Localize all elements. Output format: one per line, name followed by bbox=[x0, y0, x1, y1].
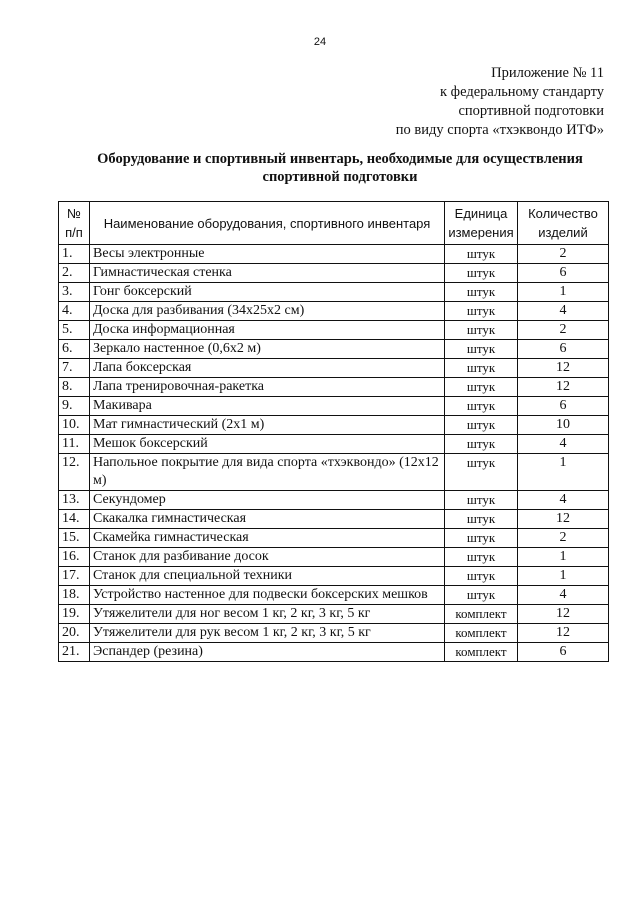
row-quantity: 12 bbox=[518, 605, 609, 624]
table-row bbox=[59, 567, 609, 586]
row-quantity: 12 bbox=[518, 624, 609, 643]
document-title bbox=[40, 150, 640, 186]
row-number: 3. bbox=[59, 283, 90, 302]
table-row bbox=[59, 416, 609, 435]
row-quantity: 4 bbox=[518, 586, 609, 605]
table-row bbox=[59, 548, 609, 567]
row-quantity: 4 bbox=[518, 302, 609, 321]
document-title-line-2: спортивной подготовки bbox=[262, 169, 418, 185]
row-quantity: 1 bbox=[518, 454, 609, 491]
row-number: 7. bbox=[59, 359, 90, 378]
row-unit: штук bbox=[445, 586, 518, 605]
row-number: 9. bbox=[59, 397, 90, 416]
row-quantity: 1 bbox=[518, 567, 609, 586]
table-row bbox=[59, 491, 609, 510]
row-quantity: 12 bbox=[518, 359, 609, 378]
row-quantity: 2 bbox=[518, 529, 609, 548]
appendix-reference bbox=[396, 64, 604, 140]
row-name: Лапа боксерская bbox=[90, 359, 445, 378]
table-row bbox=[59, 302, 609, 321]
table-body bbox=[59, 245, 609, 662]
row-unit: штук bbox=[445, 378, 518, 397]
row-name: Гимнастическая стенка bbox=[90, 264, 445, 283]
row-unit: комплект bbox=[445, 605, 518, 624]
row-quantity: 6 bbox=[518, 340, 609, 359]
row-number: 15. bbox=[59, 529, 90, 548]
row-number: 10. bbox=[59, 416, 90, 435]
row-name: Станок для разбивание досок bbox=[90, 548, 445, 567]
row-number: 6. bbox=[59, 340, 90, 359]
row-quantity: 2 bbox=[518, 321, 609, 340]
row-name: Станок для специальной техники bbox=[90, 567, 445, 586]
table-row bbox=[59, 378, 609, 397]
table-row bbox=[59, 510, 609, 529]
appendix-line-2: к федеральному стандарту bbox=[440, 84, 604, 100]
row-name: Макивара bbox=[90, 397, 445, 416]
row-quantity: 4 bbox=[518, 491, 609, 510]
row-unit: штук bbox=[445, 264, 518, 283]
row-unit: комплект bbox=[445, 624, 518, 643]
row-number: 20. bbox=[59, 624, 90, 643]
row-unit: штук bbox=[445, 245, 518, 264]
row-unit: штук bbox=[445, 283, 518, 302]
table-row bbox=[59, 586, 609, 605]
row-name: Утяжелители для рук весом 1 кг, 2 кг, 3 кг, 5 кг bbox=[90, 624, 445, 643]
table-row bbox=[59, 283, 609, 302]
table-row bbox=[59, 624, 609, 643]
row-unit: штук bbox=[445, 567, 518, 586]
table-row bbox=[59, 245, 609, 264]
appendix-line-1: Приложение № 11 bbox=[491, 65, 604, 81]
row-unit: штук bbox=[445, 510, 518, 529]
header-name: Наименование оборудования, спортивного инвентаря bbox=[90, 202, 445, 245]
row-number: 16. bbox=[59, 548, 90, 567]
row-name: Мешок боксерский bbox=[90, 435, 445, 454]
row-number: 21. bbox=[59, 643, 90, 662]
row-unit: штук bbox=[445, 435, 518, 454]
row-quantity: 2 bbox=[518, 245, 609, 264]
row-unit: штук bbox=[445, 529, 518, 548]
table-row bbox=[59, 397, 609, 416]
table-row bbox=[59, 454, 609, 491]
row-number: 2. bbox=[59, 264, 90, 283]
row-quantity: 6 bbox=[518, 264, 609, 283]
row-unit: штук bbox=[445, 548, 518, 567]
row-unit: комплект bbox=[445, 643, 518, 662]
equipment-table bbox=[58, 201, 609, 662]
table-row bbox=[59, 643, 609, 662]
row-name: Лапа тренировочная-ракетка bbox=[90, 378, 445, 397]
appendix-line-4: по виду спорта «тхэквондо ИТФ» bbox=[395, 122, 604, 138]
header-quantity: Количество изделий bbox=[518, 202, 609, 245]
row-name: Секундомер bbox=[90, 491, 445, 510]
row-quantity: 12 bbox=[518, 378, 609, 397]
row-number: 8. bbox=[59, 378, 90, 397]
row-quantity: 6 bbox=[518, 397, 609, 416]
row-name: Скамейка гимнастическая bbox=[90, 529, 445, 548]
table-header-row bbox=[59, 202, 609, 245]
row-quantity: 4 bbox=[518, 435, 609, 454]
table-row bbox=[59, 529, 609, 548]
row-name: Мат гимнастический (2х1 м) bbox=[90, 416, 445, 435]
row-unit: штук bbox=[445, 491, 518, 510]
row-name: Доска информационная bbox=[90, 321, 445, 340]
row-name: Доска для разбивания (34х25х2 см) bbox=[90, 302, 445, 321]
row-number: 13. bbox=[59, 491, 90, 510]
row-number: 5. bbox=[59, 321, 90, 340]
row-unit: штук bbox=[445, 340, 518, 359]
row-name: Зеркало настенное (0,6х2 м) bbox=[90, 340, 445, 359]
row-quantity: 6 bbox=[518, 643, 609, 662]
appendix-line-3: спортивной подготовки bbox=[458, 103, 604, 119]
row-unit: штук bbox=[445, 359, 518, 378]
row-name: Эспандер (резина) bbox=[90, 643, 445, 662]
row-name: Весы электронные bbox=[90, 245, 445, 264]
row-number: 17. bbox=[59, 567, 90, 586]
row-name: Напольное покрытие для вида спорта «тхэквондо» (12х12 м) bbox=[90, 454, 445, 491]
header-number: № п/п bbox=[59, 202, 90, 245]
row-unit: штук bbox=[445, 397, 518, 416]
row-quantity: 1 bbox=[518, 548, 609, 567]
row-name: Скакалка гимнастическая bbox=[90, 510, 445, 529]
table-row bbox=[59, 340, 609, 359]
row-number: 18. bbox=[59, 586, 90, 605]
document-title-line-1: Оборудование и спортивный инвентарь, необходимые для осуществления bbox=[97, 151, 583, 167]
table-row bbox=[59, 435, 609, 454]
row-quantity: 10 bbox=[518, 416, 609, 435]
row-quantity: 12 bbox=[518, 510, 609, 529]
table-row bbox=[59, 264, 609, 283]
row-unit: штук bbox=[445, 321, 518, 340]
row-number: 14. bbox=[59, 510, 90, 529]
row-unit: штук bbox=[445, 416, 518, 435]
row-unit: штук bbox=[445, 302, 518, 321]
row-name: Устройство настенное для подвески боксерских мешков bbox=[90, 586, 445, 605]
row-name: Утяжелители для ног весом 1 кг, 2 кг, 3 кг, 5 кг bbox=[90, 605, 445, 624]
row-number: 4. bbox=[59, 302, 90, 321]
row-number: 19. bbox=[59, 605, 90, 624]
row-unit: штук bbox=[445, 454, 518, 491]
row-name: Гонг боксерский bbox=[90, 283, 445, 302]
header-unit: Единица измерения bbox=[445, 202, 518, 245]
row-number: 11. bbox=[59, 435, 90, 454]
page-number: 24 bbox=[313, 36, 327, 48]
row-quantity: 1 bbox=[518, 283, 609, 302]
row-number: 12. bbox=[59, 454, 90, 491]
table-row bbox=[59, 321, 609, 340]
table-row bbox=[59, 359, 609, 378]
row-number: 1. bbox=[59, 245, 90, 264]
table-row bbox=[59, 605, 609, 624]
